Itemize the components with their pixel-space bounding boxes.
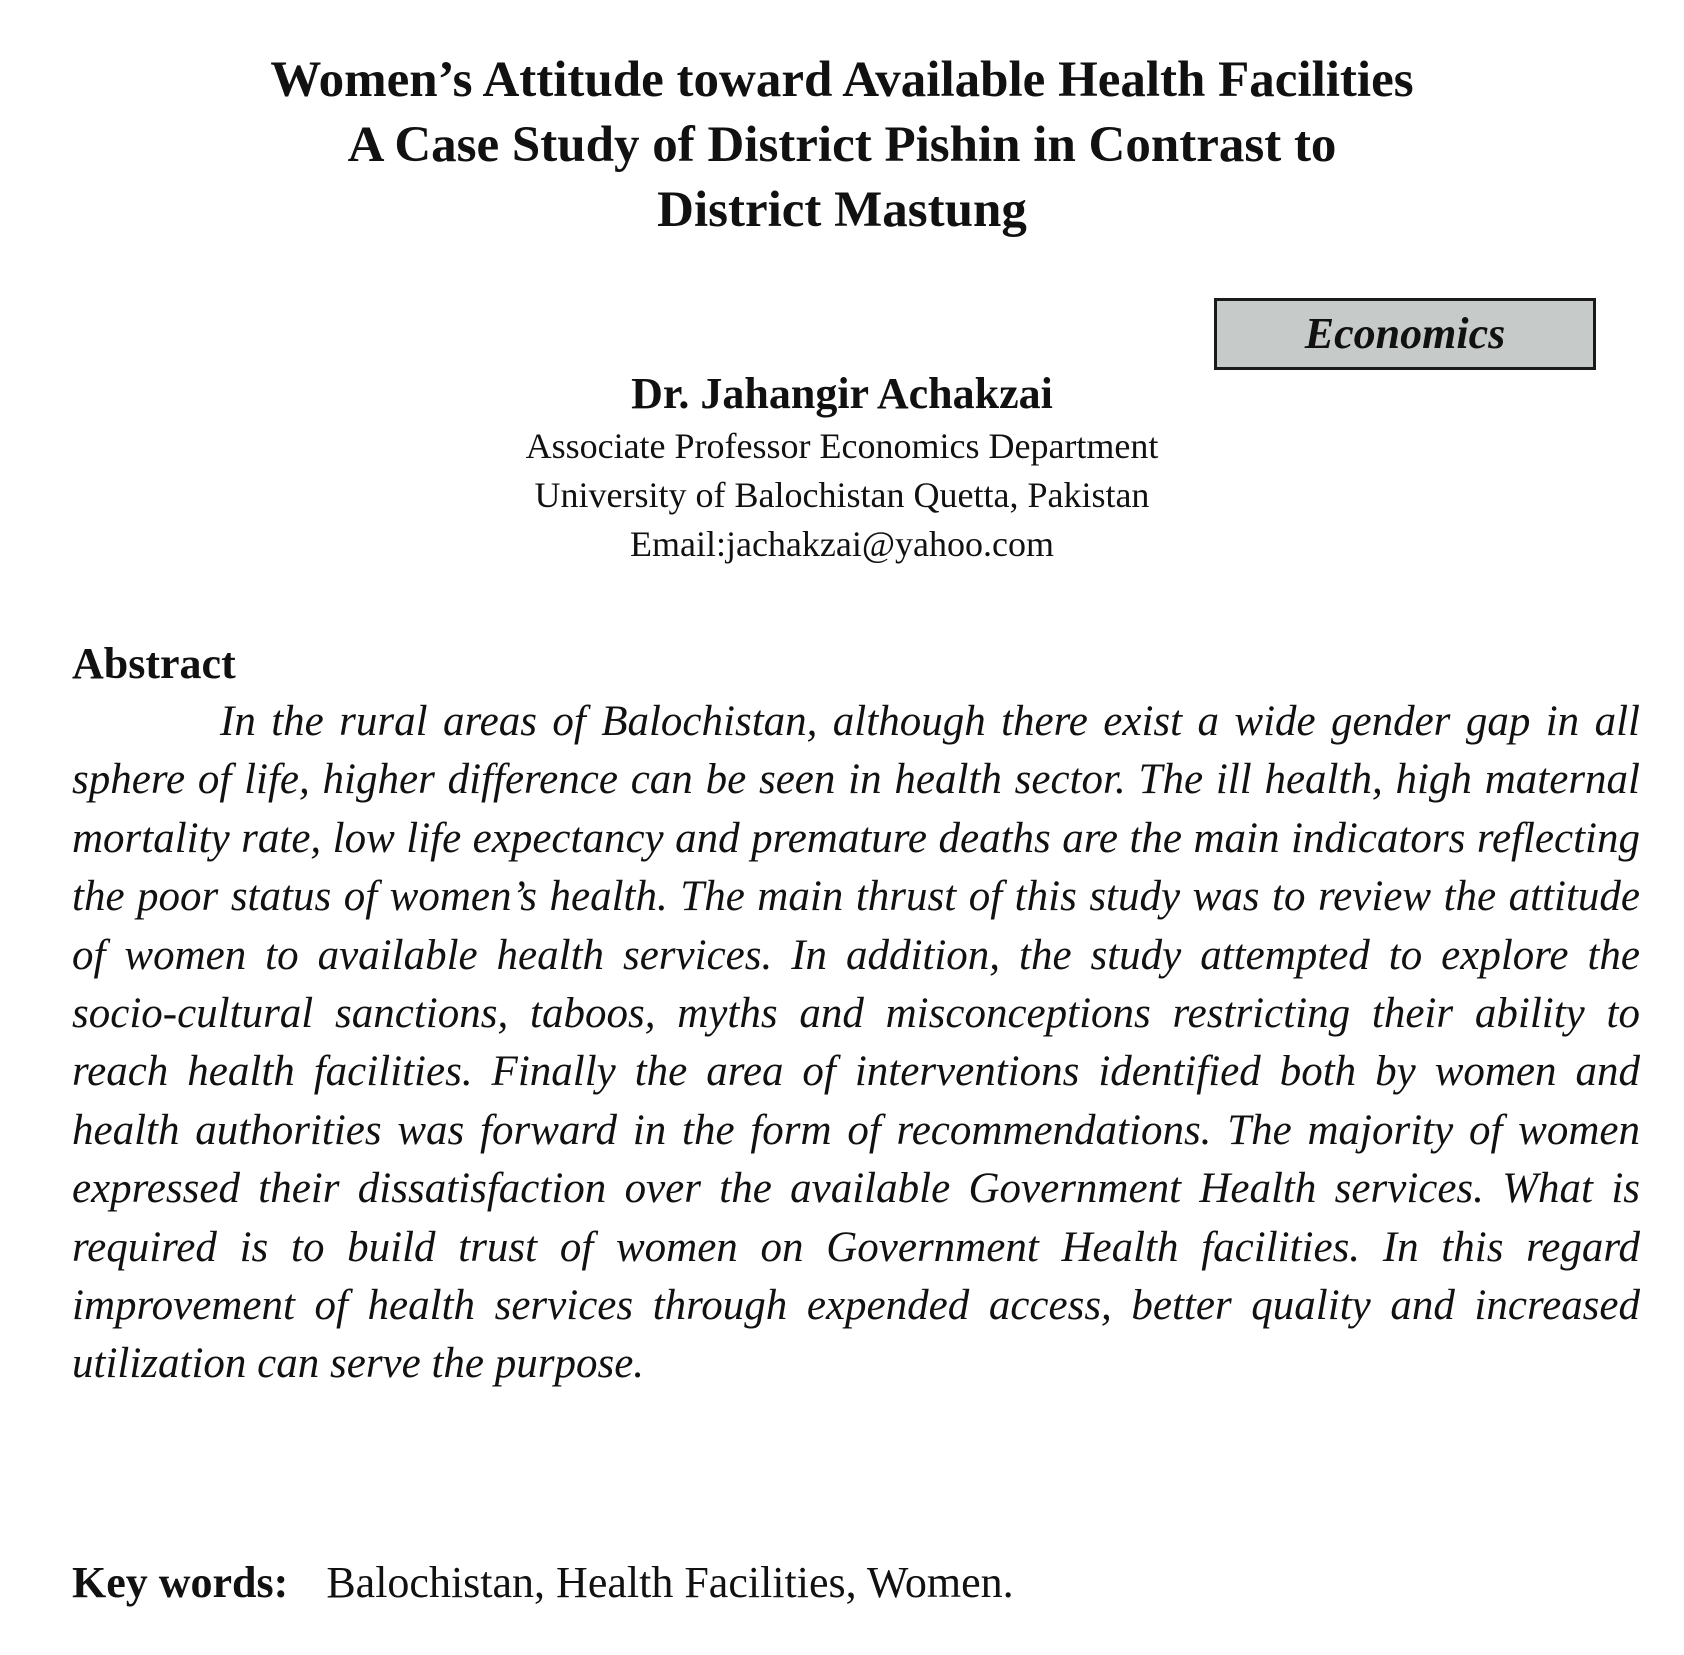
abstract-heading: Abstract: [72, 639, 236, 688]
author-email: Email:jachakzai@yahoo.com: [630, 524, 1054, 564]
author-name: Dr. Jahangir Achakzai: [631, 369, 1053, 418]
paper-title-line-3: District Mastung: [657, 182, 1027, 238]
subject-badge: Economics: [1214, 298, 1596, 370]
abstract-text: In the rural areas of Balochistan, although there exist a wide gender gap in all sphere of life, higher difference can be seen in health sector. The ill health, high maternal mortality rate, low life expectancy and premature deaths are the main indicators reflecting the poor status of women’s health. The main thrust of this study was to review the attitude of women to available health services. In addition, the study attempted to explore the socio-cultural sanctions, taboos, myths and misconceptions restricting their ability to reach health facilities. Finally the area of interventions identified both by women and health authorities was forward in the form of recommendations. The majority of women expressed their dissatisfaction over the available Government Health services. What is required is to build trust of women on Government Health facilities. In this regard improvement of health services through expended access, better quality and increased utilization can serve the purpose.: [72, 698, 1640, 1388]
paper-title-line-2: A Case Study of District Pishin in Contrast to: [347, 117, 1337, 173]
author-block: [474, 366, 1210, 569]
author-institution: University of Balochistan Quetta, Pakistan: [534, 475, 1150, 515]
keywords-value: Balochistan, Health Facilities, Women.: [326, 1558, 1014, 1607]
keywords-label: Key words:: [72, 1558, 289, 1607]
paper-title-line-1: Women’s Attitude toward Available Health Facilities: [270, 52, 1414, 108]
keywords-line: [72, 1555, 1014, 1611]
author-position: Associate Professor Economics Department: [525, 426, 1159, 466]
paper-title: [0, 48, 1684, 243]
